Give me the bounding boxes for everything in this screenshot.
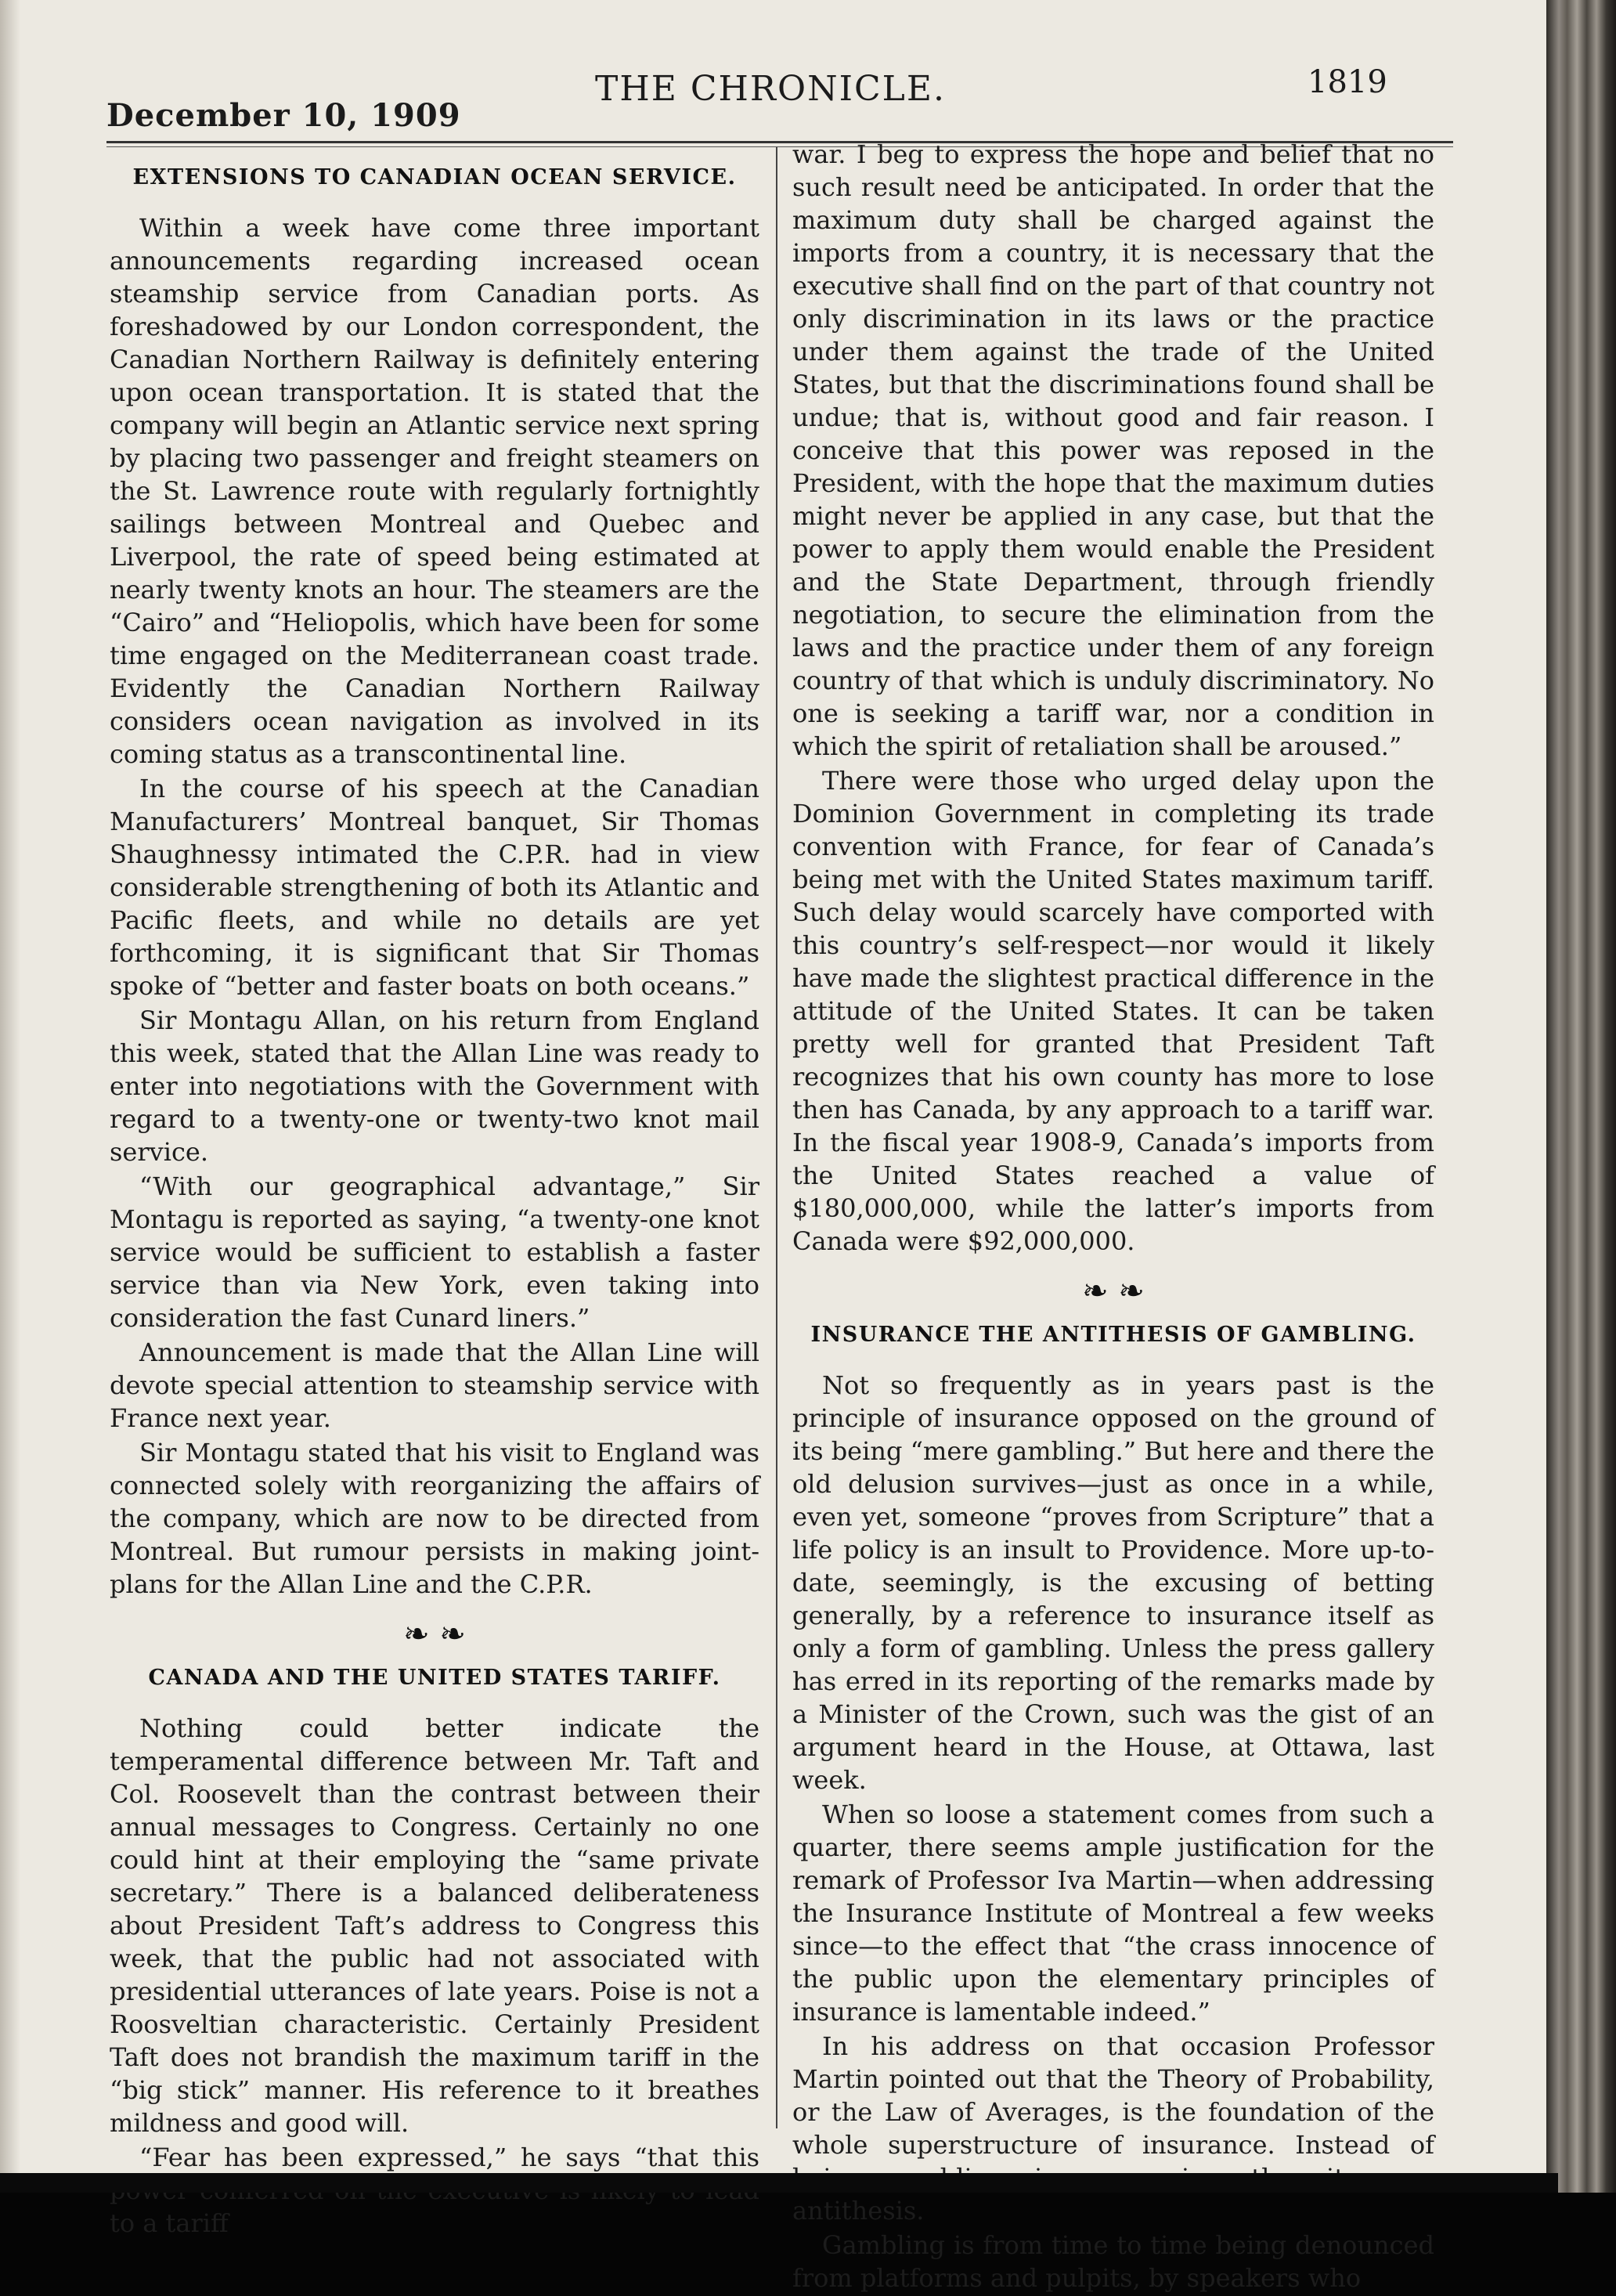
article-title-ocean-service: EXTENSIONS TO CANADIAN OCEAN SERVICE. bbox=[132, 165, 737, 190]
page-left-shadow bbox=[0, 0, 20, 2173]
paragraph: Announcement is made that the Allan Line will devote special attention to steamship service with France next year. bbox=[110, 1338, 759, 1433]
page-bottom-shadow bbox=[0, 2173, 1558, 2193]
paragraph: Not so frequently as in years past is the principle of insurance opposed on the ground of its being “mere gambling.” But here and there the old delusion survives—just as once in a while, even yet, someone “proves from Scripture” that a life policy is an insult to Providence. More up-to-date, seemingly, is the excusing of betting generally, by a reference to insurance itself as only a form of gambling. Unless the press gallery has erred in its reporting of the remarks made by a Minister of the Crown, such was the gist of an argument heard in the House, at Ottawa, last week. bbox=[792, 1370, 1434, 1795]
paragraph-continued: war. I beg to express the hope and belief that no such result need be anticipated. In order that the maximum duty shall be charged against the imports from a country, it is necessary that the executive shall find on the part of that country not only discrimination in its laws or the practice under them against the trade of the United States, but that the discriminations found shall be undue; that is, without good and fair reason. I conceive that this power was reposed in the President, with the hope that the maximum duties might never be applied in any case, but that the power to apply them would enable the President and the State Department, through friendly negotiation, to secure the elimination from the laws and the practice under them of any foreign country of that which is unduly discriminatory. No one is seeking a tariff war, nor a condition in which the spirit of retaliation shall be aroused.” bbox=[792, 139, 1434, 761]
masthead: THE CHRONICLE. bbox=[595, 69, 946, 109]
issue-date: December 10, 1909 bbox=[106, 97, 461, 134]
article-title-insurance: INSURANCE THE ANTITHESIS OF GAMBLING. bbox=[810, 1323, 1416, 1347]
article-title-tariff: CANADA AND THE UNITED STATES TARIFF. bbox=[148, 1666, 721, 1690]
paragraph: Within a week have come three important announcements regarding increased ocean steamship service from Canadian ports. As foreshadowed by our London correspondent, the Canadian Northern Railway is definitely entering upon ocean transportation. It is stated that the company will begin an Atlantic service next spring by placing two passenger and freight steamers on the St. Lawrence route with regularly fortnightly sailings between Montreal and Quebec and Liverpool, the rate of speed being estimated at nearly twenty knots an hour. The steamers are the “Cairo” and “Heliopolis, which have been for some time engaged on the Mediterranean coast trade. Evidently the Canadian Northern Railway considers ocean navigation as involved in its coming status as a transcontinental line. bbox=[110, 213, 759, 769]
page-number: 1819 bbox=[1308, 64, 1387, 100]
paragraph: There were those who urged delay upon the Dominion Government in completing its trade convention with France, for fear of Canada’s being met with the United States maximum tariff. Such delay would scarcely have comported with this country’s self-respect—nor would it likely have made the slightest practical difference in the attitude of the United States. It can be taken pretty well for granted that President Taft recognizes that his own county has more to lose then has Canada, by any approach to a tariff war. In the fiscal year 1908-9, Canada’s imports from the United States reached a value of $180,000,000, while the latter’s imports from Canada were $92,000,000. bbox=[792, 766, 1434, 1256]
paragraph: Sir Montagu Allan, on his return from England this week, stated that the Allan Line was ready to enter into negotiations with the Government with regard to a twenty-one or twenty-two knot mail service. bbox=[110, 1005, 759, 1167]
book-binding-edge bbox=[1546, 0, 1616, 2193]
paragraph: Gambling is from time to time being denounced from platforms and pulpits, by speakers who bbox=[792, 2230, 1434, 2293]
section-ornament: ❧ ❧ bbox=[1082, 1273, 1145, 1309]
paragraph: “Fear has been expressed,” he says “that this to a tariff bbox=[110, 2143, 759, 2238]
paragraph: Sir Montagu stated that his visit to England was connected solely with reorganizing the affairs of the company, which are now to be directed from Montreal. But rumour persists in making joint-plans for the Allan Line and the C.P.R. bbox=[110, 1438, 759, 1599]
paragraph: Nothing could better indicate the temperamental difference between Mr. Taft and Col. Roosevelt than the contrast between their annual messages to Congress. Certainly no one could hint at their employing the “same private secretary.” There is a balanced deliberateness about President Taft’s address to Congress this week, that the public had not associated with presidential utterances of late years. Poise is not a Roosveltian characteristic. Certainly President Taft does not brandish the maximum tariff in the “big stick” manner. His reference to it breathes mildness and good will. bbox=[110, 1713, 759, 2138]
paragraph: When so loose a statement comes from such a quarter, there seems ample justification for the remark of Professor Iva Martin—when addressing the Insurance Institute of Montreal a few weeks since—to the effect that “the crass innocence of the public upon the elementary principles of insurance is lamentable indeed.” bbox=[792, 1800, 1434, 2027]
section-ornament: ❧ ❧ bbox=[403, 1616, 466, 1652]
paragraph: In the course of his speech at the Canadian Manufacturers’ Montreal banquet, Sir Thomas Shaughnessy intimated the C.P.R. had in view considerable strengthening of both its Atlantic and Pacific fleets, and while no details are yet forthcoming, it is significant that Sir Thomas spoke of “better and faster boats on both oceans.” bbox=[110, 774, 759, 1001]
page-header bbox=[0, 0, 1558, 149]
paragraph: “With our geographical advantage,” Sir Montagu is reported as saying, “a twenty-one knot service would be sufficient to establish a faster service than via New York, even taking into consideration the fast Cunard liners.” bbox=[110, 1171, 759, 1333]
paragraph: In his address on that occasion Professor Martin pointed out that the Theory of Probability, or the Law of Averages, is the foundation of the whole superstructure of insurance. Instead of antithesis. bbox=[792, 2031, 1434, 2226]
left-column bbox=[110, 153, 759, 2241]
right-column bbox=[792, 138, 1434, 2296]
column-divider bbox=[776, 147, 777, 2128]
